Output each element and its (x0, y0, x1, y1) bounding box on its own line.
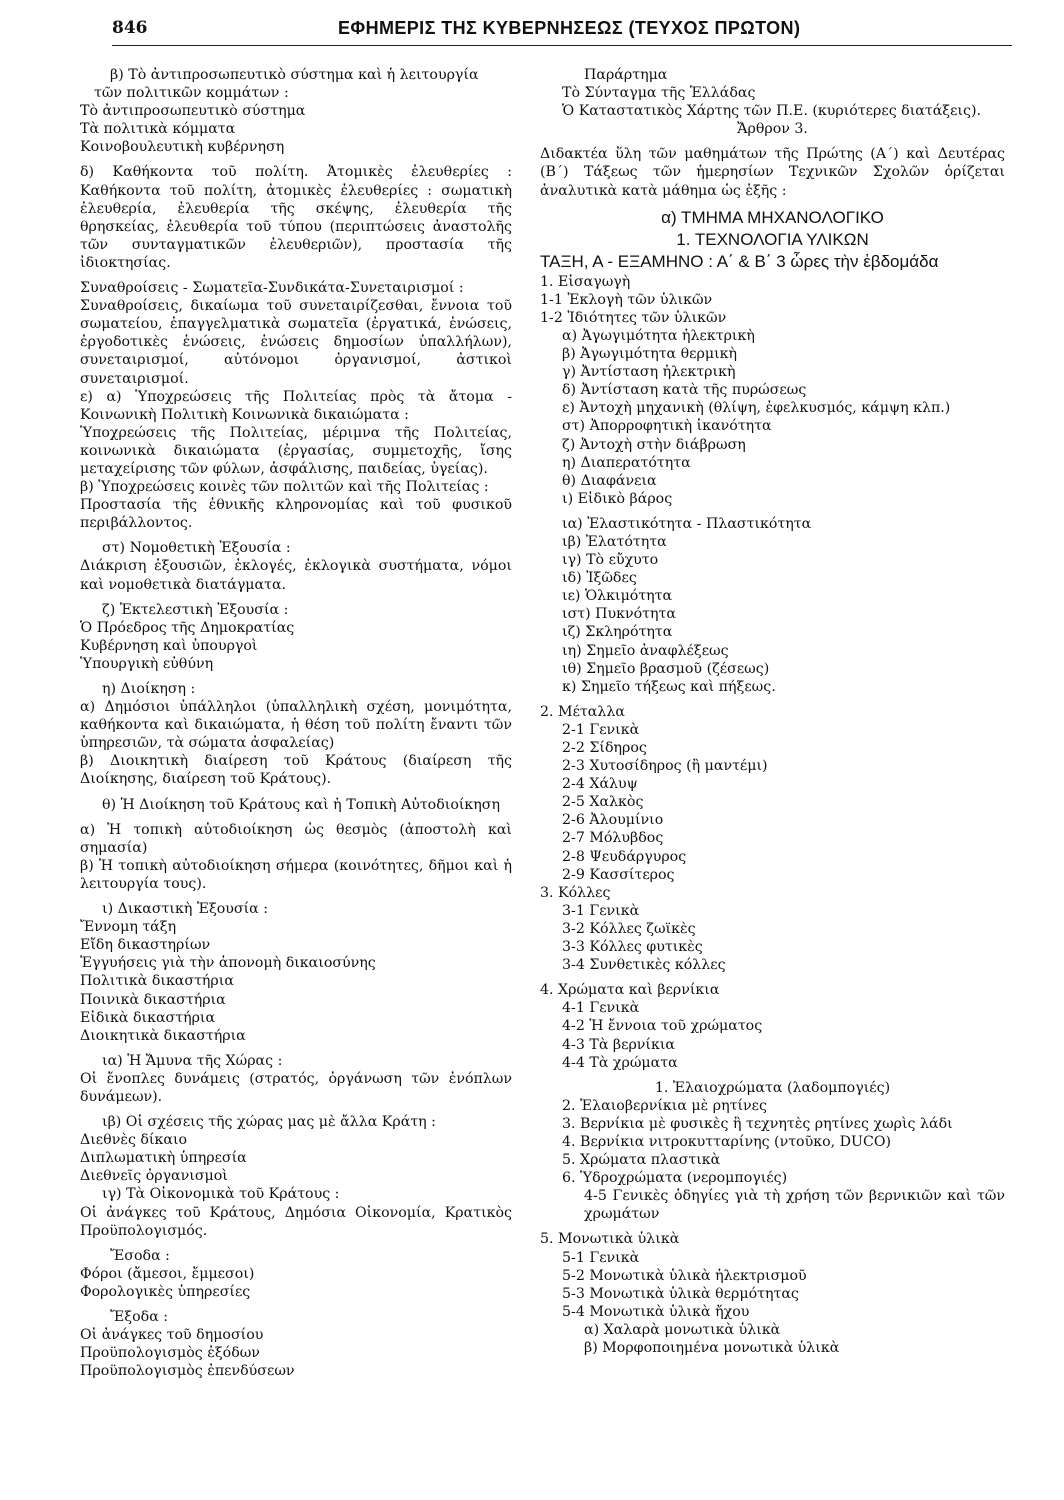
left-text-line: α) Ἡ τοπικὴ αὐτοδιοίκηση ὡς θεσμὸς (ἀποστολὴ καὶ σημασία) (80, 821, 512, 856)
left-text-line: δ) Καθήκοντα τοῦ πολίτη. Ἀτομικὲς ἐλευθερίες : Καθήκοντα τοῦ πολίτη, ἀτομικὲς ἐλευθερίες : σωματικὴ ἐλευθερία, ἐλευθερία τῆς σκέψης, ἐλευθερία τῆς θρησκείας, ἐλευθερία τοῦ τύπου (περιπτώσεις ἀναστολῆς τῶν συνταγματικῶν ἐλευθεριῶν), προστασία τῆς ἰδιοκτησίας. (80, 164, 512, 271)
left-text-line: τῶν πολιτικῶν κομμάτων : (94, 85, 289, 102)
left-text-line: ια) Ἡ Ἄμυνα τῆς Χώρας : (102, 1052, 283, 1069)
right-text-line: 1. Εἰσαγωγὴ (540, 273, 631, 290)
left-text-line: Ἔξοδα : (110, 1309, 169, 1325)
right-text-line: 4-2 Ἡ ἔννοια τοῦ χρώματος (562, 1018, 763, 1035)
left-text-line: ιβ) Οἱ σχέσεις τῆς χώρας μας μὲ ἄλλα Κράτη : (102, 1114, 436, 1131)
right-text-line: δ) Ἀντίσταση κατὰ τῆς πυρώσεως (562, 382, 807, 399)
page-number: 846 (112, 18, 148, 38)
page-header (112, 18, 1012, 50)
right-text-line: 4. Βερνίκια νιτροκυτταρίνης (ντοῦκο, DUCO) (562, 1133, 892, 1150)
right-text-line: 4-3 Τὰ βερνίκια (562, 1036, 676, 1053)
right-text-line: 2. Μέταλλα (540, 703, 625, 720)
left-text-line: β) Διοικητικὴ διαίρεση τοῦ Κράτους (διαίρεση τῆς Διοίκησης, διαίρεση τοῦ Κράτους). (80, 753, 512, 788)
left-text-line: Κυβέρνηση καὶ ὑπουργοὶ (80, 637, 258, 654)
right-text-line: ε) Ἀντοχὴ μηχανικὴ (θλίψη, ἐφελκυσμός, κάμψη κλπ.) (562, 400, 951, 417)
right-text-line: 1. ΤΕΧΝΟΛΟΓΙΑ ΥΛΙΚΩΝ (676, 229, 869, 249)
left-text-line: Διπλωματικὴ ὑπηρεσία (80, 1150, 247, 1167)
right-text-line: θ) Διαφάνεια (562, 472, 657, 489)
left-text-line: Κοινοβουλευτικὴ κυβέρνηση (80, 139, 285, 156)
right-text-line: ιζ) Σκληρότητα (562, 624, 673, 641)
right-text-line: 3. Βερνίκια μὲ φυσικὲς ἢ τεχνητὲς ρητίνες χωρὶς λάδι (562, 1115, 953, 1132)
left-text-line: Διάκριση ἐξουσιῶν, ἐκλογές, ἐκλογικὰ συστήματα, νόμοι καὶ νομοθετικὰ διατάγματα. (80, 558, 512, 593)
left-text-line: Φόροι (ἄμεσοι, ἔμμεσοι) (80, 1265, 255, 1282)
right-text-line: 2-5 Χαλκὸς (562, 794, 644, 811)
right-text-line: 5-3 Μονωτικὰ ὑλικὰ θερμότητας (562, 1285, 799, 1302)
right-text-line: 3. Κόλλες (540, 884, 611, 901)
right-text-line: Διδακτέα ὕλη τῶν μαθημάτων τῆς Πρώτης (Α΄) καὶ Δευτέρας (Β΄) Τάξεως τῶν ἡμερησίων Τεχνικῶν Σχολῶν ὁρίζεται ἀναλυτικὰ κατὰ μάθημα ὡς ἑξῆς : (540, 146, 1005, 199)
right-text-line: 2. Ἐλαιοβερνίκια μὲ ρητίνες (562, 1097, 767, 1114)
right-text-line: 1. Ἐλαιοχρώματα (λαδομπογιές) (654, 1079, 891, 1096)
right-text-line: ια) Ἐλαστικότητα - Πλαστικότητα (562, 515, 812, 532)
right-text-line: 1-2 Ἰδιότητες τῶν ὑλικῶν (540, 309, 727, 326)
left-text-line: Ἐγγυήσεις γιὰ τὴν ἀπονομὴ δικαιοσύνης (80, 955, 376, 972)
left-text-line: Διοικητικὰ δικαστήρια (80, 1027, 246, 1044)
right-text-line: 3-2 Κόλλες ζωϊκὲς (562, 920, 696, 937)
right-text-line: 4. Χρώματα καὶ βερνίκια (540, 982, 720, 999)
left-text-line: Οἱ ἀνάγκες τοῦ Κράτους, Δημόσια Οἰκονομία, Κρατικὸς Προϋπολογισμός. (80, 1204, 512, 1239)
right-text-line: 2-1 Γενικὰ (562, 721, 640, 738)
left-text-line: ιγ) Τὰ Οἰκονομικὰ τοῦ Κράτους : (102, 1186, 340, 1203)
left-text-line: ε) α) Ὑποχρεώσεις τῆς Πολιτείας πρὸς τὰ ἄτομα - Κοινωνικὴ Πολιτικὴ Κοινωνικὰ δικαιώματα : (80, 388, 512, 423)
right-text-line: Ὁ Καταστατικὸς Χάρτης τῶν Π.Ε. (κυριότερες διατάξεις). (562, 103, 981, 120)
right-text-line: 2-7 Μόλυβδος (562, 830, 664, 847)
right-text-line: 3-4 Συνθετικὲς κόλλες (562, 957, 726, 974)
right-text-line: α) Ἀγωγιμότητα ἠλεκτρικὴ (562, 327, 755, 344)
left-text-line: Ποινικὰ δικαστήρια (80, 991, 226, 1008)
right-text-line: 4-4 Τὰ χρώματα (562, 1054, 678, 1071)
left-text-line: στ) Νομοθετικὴ Ἐξουσία : (102, 540, 291, 557)
right-text-line: β) Ἀγωγιμότητα θερμικὴ (562, 346, 738, 363)
left-text-line: Ὑποχρεώσεις τῆς Πολιτείας, μέριμνα τῆς Πολιτείας, κοινωνικὰ δικαιώματα (ἐργασίας, συμμετοχῆς, ἴσης μεταχείρισης τῶν φύλων, ἀσφάλισης, παιδείας, ὑγείας). (80, 424, 512, 477)
right-text-line: 3-3 Κόλλες φυτικὲς (562, 939, 703, 956)
right-text-line: ιδ) Ἰξῶδες (562, 570, 637, 587)
right-text-line: 2-4 Χάλυψ (562, 776, 638, 793)
left-text-line: Ἔσοδα : (110, 1247, 170, 1264)
right-text-line: ιε) Ὁλκιμότητα (562, 588, 673, 605)
right-text-line: ιθ) Σημεῖο βρασμοῦ (ζέσεως) (562, 660, 770, 677)
right-text-line: 5-1 Γενικὰ (562, 1249, 640, 1266)
right-text-line: γ) Ἀντίσταση ἠλεκτρικὴ (562, 364, 736, 381)
left-text-line: Προϋπολογισμὸς ἐξόδων (80, 1345, 260, 1362)
right-text-line: 2-9 Κασσίτερος (562, 866, 675, 883)
left-text-line: ζ) Ἐκτελεστικὴ Ἐξουσία : (102, 601, 289, 618)
right-text-line: α) ΤΜΗΜΑ ΜΗΧΑΝΟΛΟΓΙΚΟ (661, 207, 884, 227)
left-text-line: Διεθνεῖς ὀργανισμοὶ (80, 1168, 228, 1185)
right-text-line: ζ) Ἀντοχὴ στὴν διάβρωση (562, 436, 746, 453)
right-text-line: α) Χαλαρὰ μονωτικὰ ὑλικὰ (584, 1321, 781, 1338)
right-text-line: 6. Ὑδροχρώματα (νερομπογιές) (562, 1170, 788, 1187)
right-text-line: 2-3 Χυτοσίδηρος (ἢ μαντέμι) (562, 758, 768, 775)
right-text-line: η) Διαπερατότητα (562, 454, 691, 471)
left-text-line: Ἔννομη τάξη (80, 919, 177, 936)
right-text-line: 5. Μονωτικὰ ὑλικὰ (540, 1231, 680, 1248)
left-column (80, 66, 512, 1380)
right-text-line: ιη) Σημεῖο ἀναφλέξεως (562, 642, 729, 659)
left-text-line: Προϋπολογισμὸς ἐπενδύσεων (80, 1363, 295, 1380)
left-text-line: β) Ἡ τοπικὴ αὐτοδιοίκηση σήμερα (κοινότητες, δῆμοι καὶ ἡ λειτουργία τους). (80, 857, 512, 892)
right-text-line: στ) Ἀπορροφητικὴ ἱκανότητα (562, 418, 772, 435)
left-text-line: Οἱ ἀνάγκες τοῦ δημοσίου (80, 1327, 264, 1344)
right-text-line: Παράρτημα (584, 67, 668, 83)
left-text-line: Ὑπουργικὴ εὐθύνη (80, 655, 214, 672)
left-text-line: Τὸ ἀντιπροσωπευτικὸ σύστημα (80, 103, 306, 120)
left-text-line: ι) Δικαστικὴ Ἐξουσία : (102, 901, 269, 918)
left-text-line: Ὁ Πρόεδρος τῆς Δημοκρατίας (80, 619, 295, 636)
right-text-line: ιγ) Τὸ εὔχυτο (562, 552, 659, 569)
right-text-line: κ) Σημεῖο τήξεως καὶ πήξεως. (562, 678, 776, 695)
right-text-line: ιστ) Πυκνότητα (562, 606, 676, 623)
right-text-line: 2-6 Ἀλουμίνιο (562, 812, 664, 829)
left-text-line: Εἰδικὰ δικαστήρια (80, 1009, 216, 1026)
left-text-line: Συναθροίσεις - Σωματεῖα-Συνδικάτα-Συνεταιρισμοί : (80, 280, 464, 297)
left-text-line: θ) Ἡ Διοίκηση τοῦ Κράτους καὶ ἡ Τοπικὴ Αὐτοδιοίκηση (102, 796, 500, 813)
left-text-line: Συναθροίσεις, δικαίωμα τοῦ συνεταιρίζεσθαι, ἔννοια τοῦ σωματείου, ἐπαγγελματικὰ σωματεῖα (ἐργατικά, ἑνώσεις, ἐργοδοτικὲς ἑνώσεις, ἑνώσεις δημοσίων ὑπαλλήλων), συνεταιρισμοί, αὐτόνομοι ὀργανισμοί, ἀστικοὶ συνεταιρισμοί. (80, 298, 512, 387)
right-text-line: 2-2 Σίδηρος (562, 740, 647, 756)
left-text-line: Τὰ πολιτικὰ κόμματα (80, 121, 236, 138)
right-text-line: ιβ) Ἐλατότητα (562, 533, 667, 550)
left-text-line: β) Τὸ ἀντιπροσωπευτικὸ σύστημα καὶ ἡ λειτουργία (110, 67, 479, 83)
right-text-line: β) Μορφοποιημένα μονωτικὰ ὑλικὰ (584, 1340, 840, 1356)
left-text-line: α) Δημόσιοι ὑπάλληλοι (ὑπαλληλικὴ σχέση, μονιμότητα, καθήκοντα καὶ δικαιώματα, ἡ θέση τοῦ πολίτη ἔναντι τῶν ὑπηρεσιῶν, τὰ σώματα ἀσφαλείας) (80, 699, 512, 752)
left-text-line: Εἴδη δικαστηρίων (80, 937, 211, 954)
left-text-line: Προστασία τῆς ἐθνικῆς κληρονομίας καὶ τοῦ φυσικοῦ περιβάλλοντος. (80, 497, 512, 532)
right-text-line: ΤΑΞΗ, Α - ΕΞΑΜΗΝΟ : Α΄ & Β΄ 3 ὧρες τὴν ἑβδομάδα (540, 251, 939, 271)
left-text-line: Διεθνὲς δίκαιο (80, 1132, 188, 1149)
right-text-line: 5-4 Μονωτικὰ ὑλικὰ ἤχου (562, 1303, 750, 1320)
left-text-line: β) Ὑποχρεώσεις κοινὲς τῶν πολιτῶν καὶ τῆς Πολιτείας : (80, 479, 489, 496)
right-text-line: 3-1 Γενικὰ (562, 902, 640, 919)
header-rule (112, 45, 1012, 46)
left-text-line: Φορολογικὲς ὑπηρεσίες (80, 1283, 251, 1300)
right-text-line: 5. Χρώματα πλαστικὰ (562, 1152, 721, 1169)
right-text-line: 4-1 Γενικὰ (562, 1000, 640, 1017)
right-text-line: 2-8 Ψευδάργυρος (562, 848, 687, 865)
left-text-line: η) Διοίκηση : (102, 681, 196, 697)
right-text-line: 5-2 Μονωτικὰ ὑλικὰ ἠλεκτρισμοῦ (562, 1267, 807, 1284)
left-text-line: Πολιτικὰ δικαστήρια (80, 973, 234, 990)
right-text-line: Ἄρθρον 3. (737, 121, 808, 138)
right-column (540, 66, 1005, 1357)
right-text-line: ι) Εἰδικὸ βάρος (562, 490, 673, 507)
right-text-line: 4-5 Γενικὲς ὁδηγίες γιὰ τὴ χρήση τῶν βερνικιῶν καὶ τῶν χρωμάτων (584, 1188, 1005, 1223)
right-text-line: 1-1 Ἐκλογὴ τῶν ὑλικῶν (540, 291, 713, 308)
right-text-line: Τὸ Σύνταγμα τῆς Ἑλλάδας (562, 85, 756, 102)
gazette-title: ΕΦΗΜΕΡΙΣ ΤΗΣ ΚΥΒΕΡΝΗΣΕΩΣ (ΤΕΥΧΟΣ ΠΡΩΤΟΝ) (338, 18, 801, 38)
left-text-line: Οἱ ἔνοπλες δυνάμεις (στρατός, ὀργάνωση τῶν ἐνόπλων δυνάμεων). (80, 1070, 512, 1105)
